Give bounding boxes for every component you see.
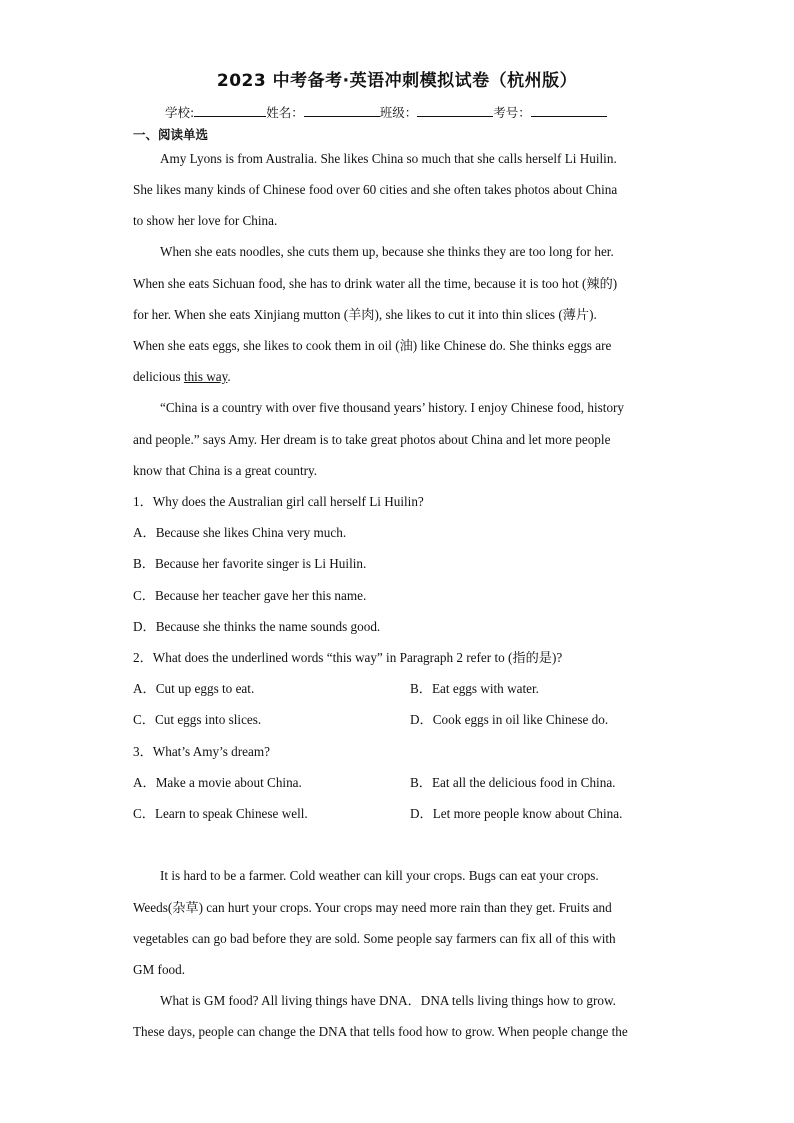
- passage-line: know that China is a great country.: [133, 463, 318, 478]
- passage-line: When she eats eggs, she likes to cook them in oil (油) like Chinese do. She thinks eggs are: [133, 338, 612, 353]
- option-c[interactable]: C．Cut eggs into slices.: [133, 712, 262, 727]
- option-c[interactable]: C．Because her teacher gave her this name.: [133, 588, 367, 603]
- question-stem: 1．Why does the Australian girl call herself Li Huilin?: [133, 494, 424, 509]
- passage-line: These days, people can change the DNA that tells food how to grow. When people change the: [133, 1024, 628, 1039]
- option-a[interactable]: A．Make a movie about China.: [133, 775, 302, 790]
- passage-line: [133, 369, 231, 385]
- underlined-phrase: this way: [183, 369, 228, 384]
- passage-line: and people.” says Amy. Her dream is to take great photos about China and let more people: [133, 432, 611, 447]
- passage-line: “China is a country with over five thousand years’ history. I enjoy Chinese food, history: [160, 400, 625, 415]
- option-d[interactable]: D．Let more people know about China.: [410, 806, 623, 821]
- option-d[interactable]: D．Because she thinks the name sounds good.: [133, 619, 381, 634]
- passage-line: It is hard to be a farmer. Cold weather can kill your crops. Bugs can eat your crops.: [160, 868, 599, 883]
- option-b[interactable]: B．Eat eggs with water.: [410, 681, 539, 696]
- exam-no-blank[interactable]: [531, 103, 607, 117]
- passage-line: to show her love for China.: [133, 213, 278, 228]
- passage-line: Amy Lyons is from Australia. She likes China so much that she calls herself Li Huilin.: [160, 151, 617, 166]
- page-title: 2023 中考备考·英语冲刺模拟试卷（杭州版）: [216, 71, 578, 91]
- question-stem: 2．What does the underlined words “this way” in Paragraph 2 refer to (指的是)?: [133, 650, 563, 665]
- section-heading: 一、阅读单选: [133, 127, 209, 142]
- passage-line: She likes many kinds of Chinese food over 60 cities and she often takes photos about China: [133, 182, 618, 197]
- school-blank[interactable]: [194, 103, 266, 117]
- school-label: 学校:: [165, 105, 195, 120]
- passage-line: What is GM food? All living things have DNA．DNA tells living things how to grow.: [160, 993, 616, 1008]
- passage-text: .: [227, 369, 231, 384]
- exam-no-label: 考号：: [493, 105, 531, 120]
- class-blank[interactable]: [417, 103, 493, 117]
- name-blank[interactable]: [304, 103, 380, 117]
- student-info-line: [165, 103, 607, 121]
- option-a[interactable]: A．Cut up eggs to eat.: [133, 681, 255, 696]
- name-label: 姓名：: [266, 105, 304, 120]
- class-label: 班级：: [379, 105, 418, 120]
- passage-text: delicious: [133, 369, 184, 384]
- option-b[interactable]: B．Eat all the delicious food in China.: [410, 775, 616, 790]
- passage-line: vegetables can go bad before they are sold. Some people say farmers can fix all of this with: [133, 931, 616, 946]
- passage-line: Weeds(杂草) can hurt your crops. Your crops may need more rain than they get. Fruits and: [133, 900, 612, 915]
- option-c[interactable]: C．Learn to speak Chinese well.: [133, 806, 308, 821]
- option-d[interactable]: D．Cook eggs in oil like Chinese do.: [410, 712, 609, 727]
- passage-line: for her. When she eats Xinjiang mutton (羊肉), she likes to cut it into thin slices (薄片).: [133, 307, 597, 322]
- passage-line: When she eats noodles, she cuts them up, because she thinks they are too long for her.: [160, 244, 614, 259]
- question-stem: 3．What’s Amy’s dream?: [133, 744, 270, 759]
- option-b[interactable]: B．Because her favorite singer is Li Huilin.: [133, 556, 367, 571]
- option-a[interactable]: A．Because she likes China very much.: [133, 525, 347, 540]
- passage-line: GM food.: [133, 962, 186, 977]
- passage-line: When she eats Sichuan food, she has to drink water all the time, because it is too hot (辣的): [133, 276, 618, 291]
